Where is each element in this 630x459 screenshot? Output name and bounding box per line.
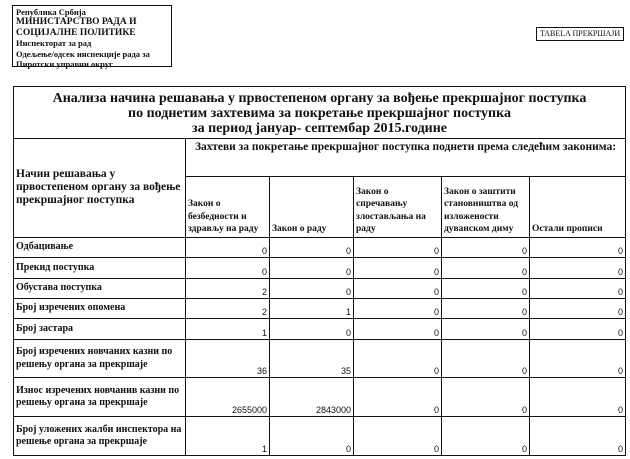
cell-value: 0 xyxy=(442,417,530,456)
cell-value: 0 xyxy=(442,339,530,378)
cell-value: 0 xyxy=(442,298,530,318)
table-row xyxy=(14,378,626,417)
cell-value: 0 xyxy=(354,319,442,339)
table-row xyxy=(14,278,626,298)
org-line-department: Одељење/одсек инспекције рада за xyxy=(16,48,150,59)
cell-value: 2655000 xyxy=(186,378,270,417)
cell-value: 0 xyxy=(530,339,626,378)
cell-value: 0 xyxy=(270,319,354,339)
cell-value: 1 xyxy=(186,417,270,456)
cell-value: 0 xyxy=(186,258,270,278)
cell-value: 0 xyxy=(270,258,354,278)
cell-value: 0 xyxy=(442,237,530,257)
table-row xyxy=(14,258,626,278)
cell-value: 0 xyxy=(186,237,270,257)
cell-value: 0 xyxy=(270,278,354,298)
cell-value: 2843000 xyxy=(270,378,354,417)
row-label: Обустава поступка xyxy=(14,278,186,298)
organization-header xyxy=(12,5,172,70)
row-label: Број застара xyxy=(14,319,186,339)
cell-value: 0 xyxy=(354,378,442,417)
cell-value: 1 xyxy=(270,298,354,318)
row-label: Одбацивање xyxy=(14,237,186,257)
row-label: Износ изречених новчанив казни по решењу органа за прекршаје xyxy=(14,378,186,417)
table-row xyxy=(14,339,626,378)
org-line-ministry-2: СОЦИЈАЛНЕ ПОЛИТИКЕ xyxy=(16,27,136,38)
cell-value: 0 xyxy=(442,258,530,278)
cell-value: 0 xyxy=(354,237,442,257)
table-row xyxy=(14,298,626,318)
title-line-3: за период јануар- септембар 2015.године xyxy=(191,121,448,137)
cell-value: 0 xyxy=(270,417,354,456)
cell-value: 0 xyxy=(530,417,626,456)
cell-value: 36 xyxy=(186,339,270,378)
column-header: Закон о раду xyxy=(270,176,354,237)
title-line-2: по поднетим захтевима за покретање прекршајног поступка xyxy=(128,106,511,122)
analysis-table xyxy=(13,86,625,456)
column-header: Остали прописи xyxy=(530,176,626,237)
cell-value: 0 xyxy=(354,278,442,298)
group-header: Захтеви за покретање прекршајног поступка поднети према следећим законима: xyxy=(186,138,626,176)
table-row xyxy=(14,417,626,456)
cell-value: 0 xyxy=(530,278,626,298)
cell-value: 2 xyxy=(186,278,270,298)
cell-value: 0 xyxy=(530,319,626,339)
title-line-1: Анализа начина решавања у првостепеном органу за вођење прекршајног поступка xyxy=(52,91,587,107)
table-row xyxy=(14,237,626,257)
cell-value: 0 xyxy=(442,319,530,339)
org-line-district: Пиротски управни округ xyxy=(16,59,113,70)
cell-value: 0 xyxy=(442,278,530,298)
table-tag: TABELA ПРЕКРШАЈИ xyxy=(536,27,624,41)
row-label: Број изречених опомена xyxy=(14,298,186,318)
row-header: Начин решавања у првостепеном органу за вођење прекршајног поступка xyxy=(14,138,186,237)
row-label: Број изречених новчаних казни по решењу органа за прекршаје xyxy=(14,339,186,378)
cell-value: 0 xyxy=(530,237,626,257)
cell-value: 0 xyxy=(270,237,354,257)
cell-value: 0 xyxy=(442,378,530,417)
cell-value: 1 xyxy=(186,319,270,339)
org-line-ministry-1: МИНИСТАРСТВО РАДА И xyxy=(16,17,137,28)
column-header: Закон о спречавању злостављања на раду xyxy=(354,176,442,237)
column-header: Закон о заштити становништва од изложености дуванском диму xyxy=(442,176,530,237)
cell-value: 0 xyxy=(530,378,626,417)
cell-value: 2 xyxy=(186,298,270,318)
cell-value: 0 xyxy=(354,258,442,278)
cell-value: 0 xyxy=(530,258,626,278)
row-label: Број уложених жалби инспектора на решење органа за прекршаје xyxy=(14,417,186,456)
cell-value: 0 xyxy=(354,339,442,378)
cell-value: 0 xyxy=(354,298,442,318)
column-header: Закон о безбедности и здрављу на раду xyxy=(186,176,270,237)
org-line-republic: Република Србија xyxy=(16,7,86,17)
cell-value: 0 xyxy=(530,298,626,318)
cell-value: 35 xyxy=(270,339,354,378)
org-line-inspectorate: Инспекторат за рад xyxy=(16,38,92,49)
table-row xyxy=(14,319,626,339)
row-label: Прекид поступка xyxy=(14,258,186,278)
table-title xyxy=(14,87,626,139)
cell-value: 0 xyxy=(354,417,442,456)
